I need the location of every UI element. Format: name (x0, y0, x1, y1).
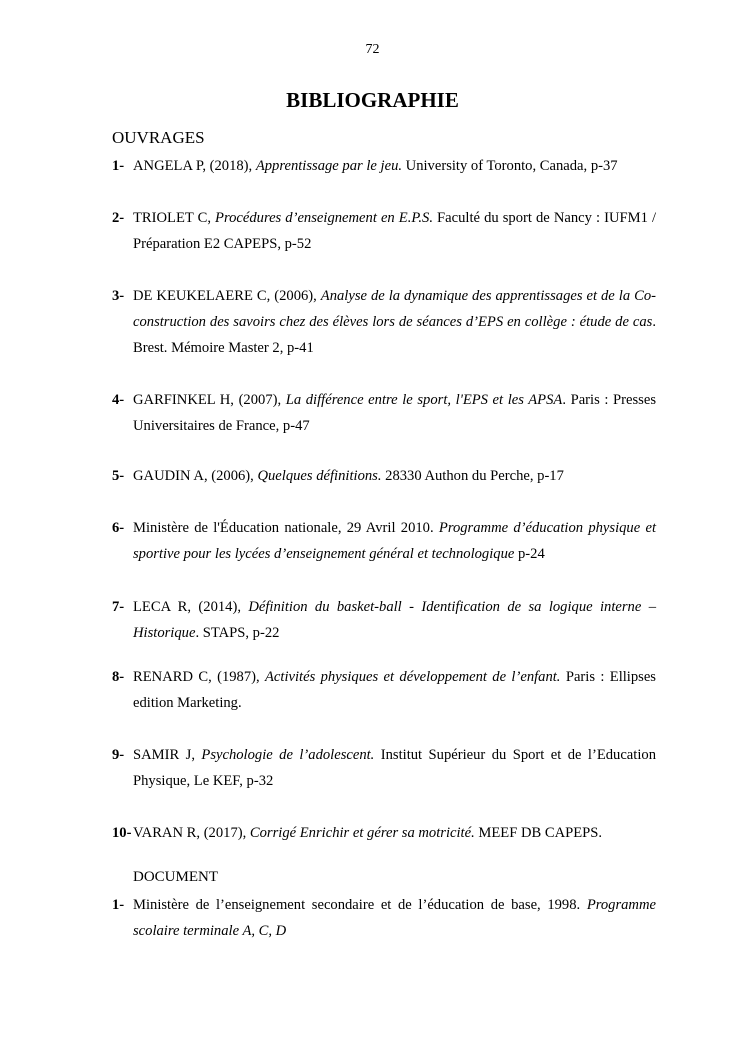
entry-number: 1- (112, 158, 125, 174)
entry-text: TRIOLET C, Procédures d’enseignement en E.P.S. Faculté du sport de Nancy : IUFM1 / Préparation E2 CAPEPS, p-52 (133, 210, 656, 252)
entry-title: Quelques définitions. (257, 468, 382, 484)
entry-text: VARAN R, (2017), Corrigé Enrichir et gérer sa motricité. MEEF DB CAPEPS. (133, 825, 603, 841)
entry-number: 6- (112, 520, 125, 536)
entry-text: SAMIR J, Psychologie de l’adolescent. Institut Supérieur du Sport et de l’Education Physique, Le KEF, p-32 (133, 747, 656, 789)
entry-title: Corrigé Enrichir et gérer sa motricité. (249, 825, 475, 841)
entry-title: Procédures d’enseignement en E.P.S. (215, 210, 433, 226)
entry-number: 5- (112, 468, 125, 484)
bibliography-entry-3 (112, 283, 656, 361)
bibliography-entry-7 (112, 594, 656, 646)
entry-number: 3- (112, 288, 125, 304)
bibliography-entry-9 (112, 742, 656, 794)
section-heading-document: DOCUMENT (133, 869, 218, 885)
entry-text: RENARD C, (1987), Activités physiques et développement de l’enfant. Paris : Ellipses edition Marketing. (133, 669, 656, 711)
entry-title: Psychologie de l’adolescent. (201, 747, 375, 763)
entry-title: Activités physiques et développement de l’enfant. (265, 669, 561, 685)
entry-text: ANGELA P, (2018), Apprentissage par le jeu. University of Toronto, Canada, p-37 (133, 158, 618, 174)
entry-text: GARFINKEL H, (2007), La différence entre le sport, l'EPS et les APSA. Paris : Presses Universitaires de France, p-47 (133, 392, 657, 434)
entry-number: 2- (112, 210, 125, 226)
entry-number: 9- (112, 747, 125, 763)
page-number: 72 (365, 42, 380, 57)
bibliography-entry-2 (112, 205, 656, 257)
entry-number: 10- (112, 825, 132, 841)
entry-number: 7- (112, 599, 125, 615)
entry-text: Ministère de l’enseignement secondaire et de l’éducation de base, 1998. Programme scolaire terminale A, C, D (133, 897, 656, 939)
entry-number: 1- (112, 897, 125, 913)
entry-title: Définition du basket-ball - Identification de sa logique interne – Historique (133, 599, 656, 641)
entry-text: Ministère de l'Éducation nationale, 29 Avril 2010. Programme d’éducation physique et sportive pour les lycées d’enseignement général et technologique p-24 (133, 520, 656, 562)
document-entry-1 (112, 892, 656, 944)
bibliography-entry-10 (112, 820, 656, 846)
entry-title: Programme d’éducation physique et sportive pour les lycées d’enseignement général et technologique (133, 520, 656, 562)
entry-title: Programme scolaire terminale A, C, D (133, 897, 656, 939)
entry-title: La différence entre le sport, l'EPS et les APSA (285, 392, 563, 408)
entry-number: 8- (112, 669, 125, 685)
bibliography-entry-4 (112, 387, 656, 439)
entry-text: DE KEUKELAERE C, (2006), Analyse de la dynamique des apprentissages et de la Co-construction des savoirs chez des élèves lors de séances d’EPS en collège : étude de cas. Brest. Mémoire Master 2, p-41 (133, 288, 656, 356)
entry-title: Analyse de la dynamique des apprentissages et de la Co-construction des savoirs chez des élèves lors de séances d’EPS en collège : étude de cas (133, 288, 656, 330)
section-heading-ouvrages: OUVRAGES (112, 128, 205, 147)
bibliography-entry-8 (112, 664, 656, 716)
bibliography-entry-5 (112, 463, 656, 489)
entry-text: LECA R, (2014), Définition du basket-ball - Identification de sa logique interne – Historique. STAPS, p-22 (133, 599, 656, 641)
bibliography-entry-1 (112, 153, 656, 179)
entry-number: 4- (112, 392, 125, 408)
entry-title: Apprentissage par le jeu. (255, 158, 403, 174)
entry-text: GAUDIN A, (2006), Quelques définitions. 28330 Authon du Perche, p-17 (133, 468, 564, 484)
page-title: BIBLIOGRAPHIE (286, 88, 459, 112)
bibliography-entry-6 (112, 515, 656, 567)
